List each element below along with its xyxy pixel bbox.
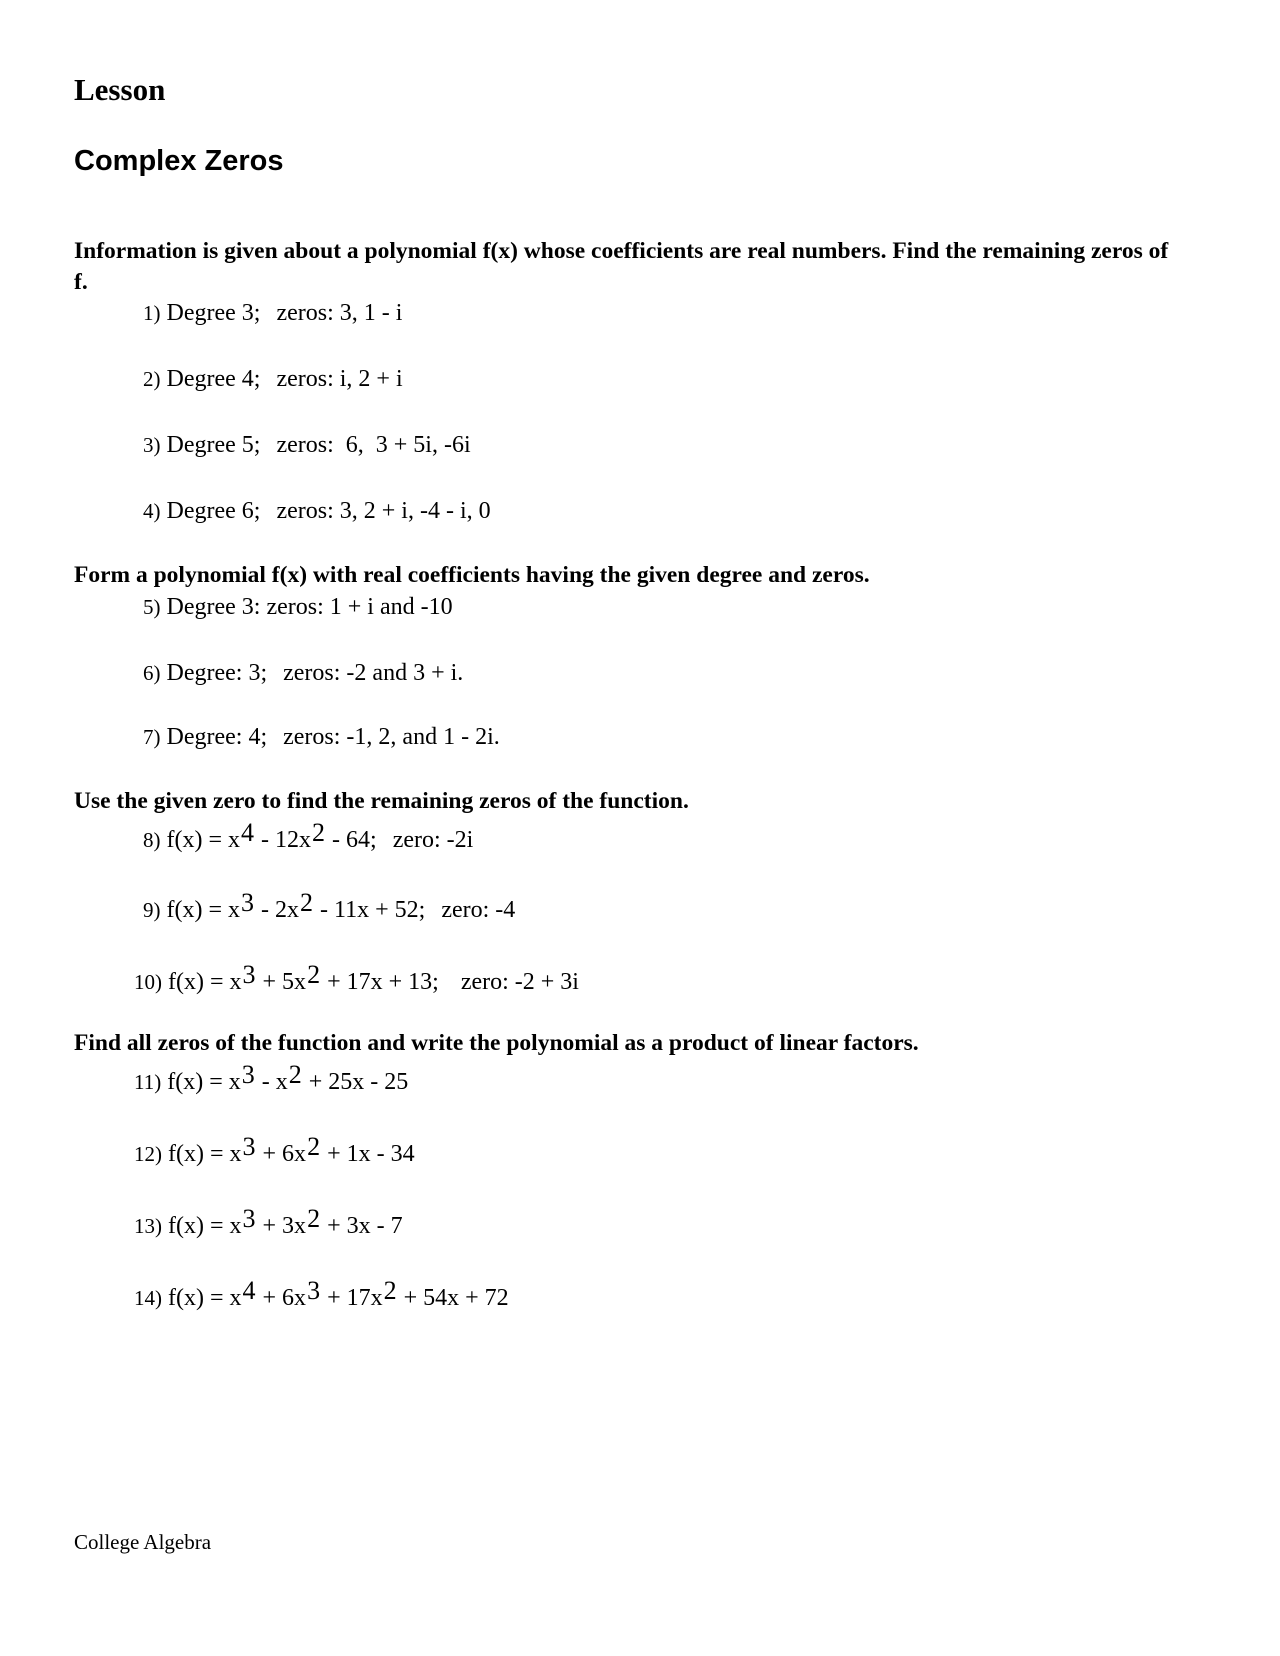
problem-zeros: zeros: -2 and 3 + i.: [283, 660, 464, 686]
equation-part: + 5x: [256, 969, 307, 995]
problem-number: 2): [143, 367, 161, 391]
problem-degree: Degree: 4;: [166, 724, 268, 750]
problem-6: [143, 660, 463, 687]
equation-part: - 64;: [326, 827, 377, 853]
exponent: 3: [241, 1060, 255, 1089]
problem-degree: Degree 4;: [166, 366, 261, 392]
equation-part: + 6x: [256, 1285, 307, 1311]
problem-text: Degree 3: zeros: 1 + i and -10: [166, 594, 453, 620]
equation-part: + 3x: [256, 1213, 307, 1239]
problem-degree: Degree 6;: [166, 498, 261, 524]
equation-part: f(x) = x: [166, 897, 241, 923]
problem-3: [143, 432, 471, 459]
problem-number: 3): [143, 433, 161, 457]
problem-number: 7): [143, 725, 161, 749]
exponent: 4: [241, 818, 255, 847]
problem-number: 6): [143, 661, 161, 685]
equation-part: f(x) = x: [168, 1141, 242, 1167]
problem-number: 5): [143, 595, 161, 619]
equation-part: - 2x: [255, 897, 300, 923]
equation-part: + 17x + 13;: [321, 969, 439, 995]
exponent: 3: [307, 1276, 321, 1305]
equation-part: + 17x: [321, 1285, 383, 1311]
equation-part: f(x) = x: [168, 1213, 242, 1239]
problem-4: [143, 498, 491, 525]
exponent: 3: [242, 1132, 256, 1161]
problem-number: 13): [134, 1214, 162, 1238]
lesson-label: Lesson: [74, 72, 166, 107]
exponent: 2: [312, 818, 326, 847]
equation-part: f(x) = x: [168, 969, 242, 995]
problem-degree: Degree 5;: [166, 432, 261, 458]
problem-7: [143, 724, 500, 751]
exponent: 2: [300, 888, 314, 917]
problem-number: 1): [143, 301, 161, 325]
problem-14: [134, 1276, 509, 1312]
equation-part: - 12x: [255, 827, 312, 853]
problem-1: [143, 300, 402, 327]
problem-9: [143, 888, 516, 924]
equation-part: + 6x: [256, 1141, 307, 1167]
section-1-instruction: Information is given about a polynomial f(x) whose coefficients are real numbers. Find the remaining zeros of f.: [74, 238, 1169, 295]
section-3-instruction: Use the given zero to find the remaining zeros of the function.: [74, 788, 689, 814]
exponent: 2: [307, 1132, 321, 1161]
problem-degree: Degree: 3;: [166, 660, 268, 686]
problem-number: 14): [134, 1286, 162, 1310]
problem-2: [143, 366, 403, 393]
equation-part: - x: [255, 1069, 288, 1095]
exponent: 2: [288, 1060, 302, 1089]
given-zero: zero: -2i: [392, 827, 474, 853]
equation-part: + 25x - 25: [302, 1069, 409, 1095]
given-zero: zero: -2 + 3i: [460, 969, 579, 995]
exponent: 4: [242, 1276, 256, 1305]
equation-part: + 1x - 34: [321, 1141, 415, 1167]
exponent: 2: [383, 1276, 397, 1305]
problem-zeros: zeros: i, 2 + i: [276, 366, 403, 392]
page-title: Complex Zeros: [74, 145, 284, 177]
exponent: 3: [241, 888, 255, 917]
exponent: 2: [307, 1204, 321, 1233]
footer-course-name: College Algebra: [74, 1530, 212, 1554]
problem-zeros: zeros: -1, 2, and 1 - 2i.: [283, 724, 500, 750]
problem-11: [134, 1060, 409, 1096]
equation-part: f(x) = x: [168, 1285, 242, 1311]
problem-8: [143, 818, 474, 854]
problem-zeros: zeros: 6, 3 + 5i, -6i: [276, 432, 471, 458]
problem-10: [134, 960, 579, 996]
exponent: 2: [307, 960, 321, 989]
equation-part: + 3x - 7: [321, 1213, 403, 1239]
problem-13: [134, 1204, 403, 1240]
problem-zeros: zeros: 3, 1 - i: [276, 300, 403, 326]
equation-part: - 11x + 52;: [314, 897, 426, 923]
problem-number: 9): [143, 898, 161, 922]
problem-number: 12): [134, 1142, 162, 1166]
problem-5: [143, 594, 453, 621]
equation-part: + 54x + 72: [397, 1285, 509, 1311]
problem-number: 11): [134, 1070, 162, 1094]
problem-zeros: zeros: 3, 2 + i, -4 - i, 0: [276, 498, 491, 524]
section-4-instruction: Find all zeros of the function and write the polynomial as a product of linear factors.: [74, 1030, 919, 1056]
equation-part: f(x) = x: [166, 827, 241, 853]
problem-degree: Degree 3;: [166, 300, 261, 326]
section-2-instruction: Form a polynomial f(x) with real coefficients having the given degree and zeros.: [74, 562, 870, 588]
problem-number: 8): [143, 828, 161, 852]
problem-12: [134, 1132, 415, 1168]
exponent: 3: [242, 1204, 256, 1233]
exponent: 3: [242, 960, 256, 989]
given-zero: zero: -4: [441, 897, 516, 923]
problem-number: 4): [143, 499, 161, 523]
problem-number: 10): [134, 970, 162, 994]
equation-part: f(x) = x: [167, 1069, 241, 1095]
